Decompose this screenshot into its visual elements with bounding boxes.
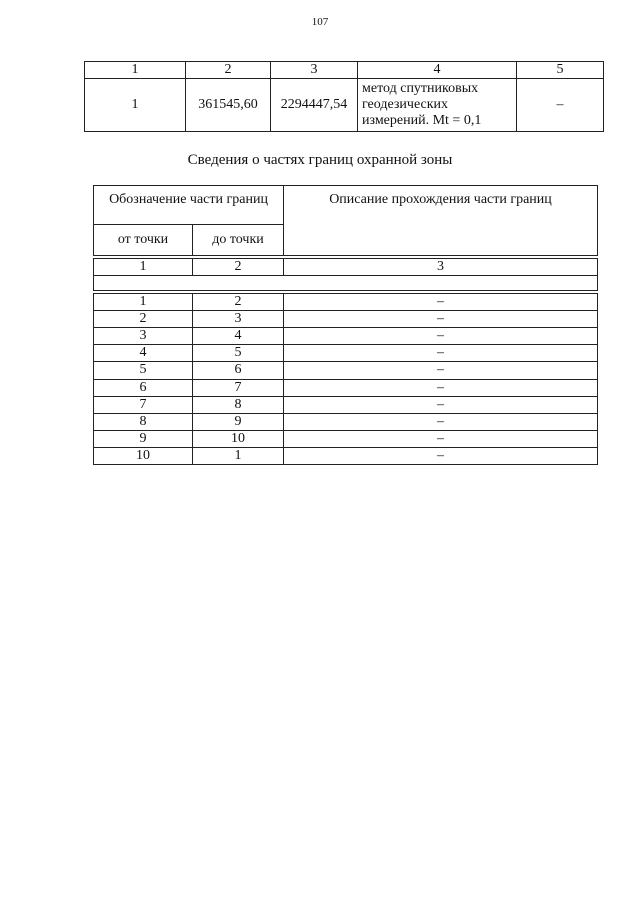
header-cell: 1 bbox=[85, 62, 186, 79]
column-number-cell: 1 bbox=[94, 259, 193, 276]
table-row bbox=[94, 294, 598, 311]
table-row bbox=[94, 328, 598, 345]
from-point-cell: 7 bbox=[94, 396, 193, 413]
header-cell: 5 bbox=[517, 62, 604, 79]
table-row bbox=[94, 362, 598, 379]
description-cell: – bbox=[284, 294, 598, 311]
description-cell: – bbox=[284, 413, 598, 430]
description-cell: – bbox=[284, 379, 598, 396]
to-point-cell: 7 bbox=[193, 379, 284, 396]
description-cell: – bbox=[284, 311, 598, 328]
method-line: измерений. Mt = 0,1 bbox=[362, 113, 482, 129]
to-point-header: до точки bbox=[193, 225, 284, 256]
x-coordinate-cell: 361545,60 bbox=[186, 79, 271, 132]
point-number-cell: 1 bbox=[85, 79, 186, 132]
table-header-row bbox=[85, 62, 604, 79]
table-row bbox=[94, 447, 598, 464]
to-point-cell: 8 bbox=[193, 396, 284, 413]
to-point-cell: 5 bbox=[193, 345, 284, 362]
table-row bbox=[94, 396, 598, 413]
table-row bbox=[94, 413, 598, 430]
table-row bbox=[94, 345, 598, 362]
table-row bbox=[85, 79, 604, 132]
designation-header: Обозначение части границ bbox=[94, 186, 284, 225]
from-point-cell: 1 bbox=[94, 294, 193, 311]
column-number-cell: 3 bbox=[284, 259, 598, 276]
boundary-parts-rows bbox=[94, 294, 598, 465]
to-point-cell: 2 bbox=[193, 294, 284, 311]
description-cell: – bbox=[284, 345, 598, 362]
table-header-row bbox=[94, 186, 598, 225]
boundary-parts-table bbox=[93, 185, 598, 465]
description-cell: – bbox=[284, 447, 598, 464]
method-line: метод спутниковых bbox=[362, 80, 479, 96]
to-point-cell: 1 bbox=[193, 447, 284, 464]
page-number: 107 bbox=[311, 16, 329, 28]
description-cell: – bbox=[284, 362, 598, 379]
to-point-cell: 10 bbox=[193, 430, 284, 447]
table-row bbox=[94, 430, 598, 447]
from-point-cell: 2 bbox=[94, 311, 193, 328]
dash-cell: – bbox=[517, 79, 604, 132]
description-cell: – bbox=[284, 328, 598, 345]
method-cell bbox=[358, 79, 517, 132]
from-point-cell: 3 bbox=[94, 328, 193, 345]
to-point-cell: 6 bbox=[193, 362, 284, 379]
to-point-cell: 4 bbox=[193, 328, 284, 345]
table-row bbox=[94, 379, 598, 396]
from-point-cell: 10 bbox=[94, 447, 193, 464]
to-point-cell: 9 bbox=[193, 413, 284, 430]
description-cell: – bbox=[284, 430, 598, 447]
header-cell: 2 bbox=[186, 62, 271, 79]
table-row bbox=[94, 311, 598, 328]
coordinates-table bbox=[84, 61, 604, 132]
description-cell: – bbox=[284, 396, 598, 413]
from-point-header: от точки bbox=[94, 225, 193, 256]
from-point-cell: 6 bbox=[94, 379, 193, 396]
y-coordinate-cell: 2294447,54 bbox=[271, 79, 358, 132]
column-number-cell: 2 bbox=[193, 259, 284, 276]
section-title: Сведения о частях границ охранной зоны bbox=[187, 152, 453, 168]
header-cell: 4 bbox=[358, 62, 517, 79]
from-point-cell: 5 bbox=[94, 362, 193, 379]
from-point-cell: 9 bbox=[94, 430, 193, 447]
method-line: геодезических bbox=[362, 97, 449, 113]
column-number-row bbox=[94, 259, 598, 276]
description-header: Описание прохождения части границ bbox=[284, 186, 598, 256]
empty-row bbox=[94, 276, 598, 291]
header-cell: 3 bbox=[271, 62, 358, 79]
to-point-cell: 3 bbox=[193, 311, 284, 328]
from-point-cell: 4 bbox=[94, 345, 193, 362]
from-point-cell: 8 bbox=[94, 413, 193, 430]
